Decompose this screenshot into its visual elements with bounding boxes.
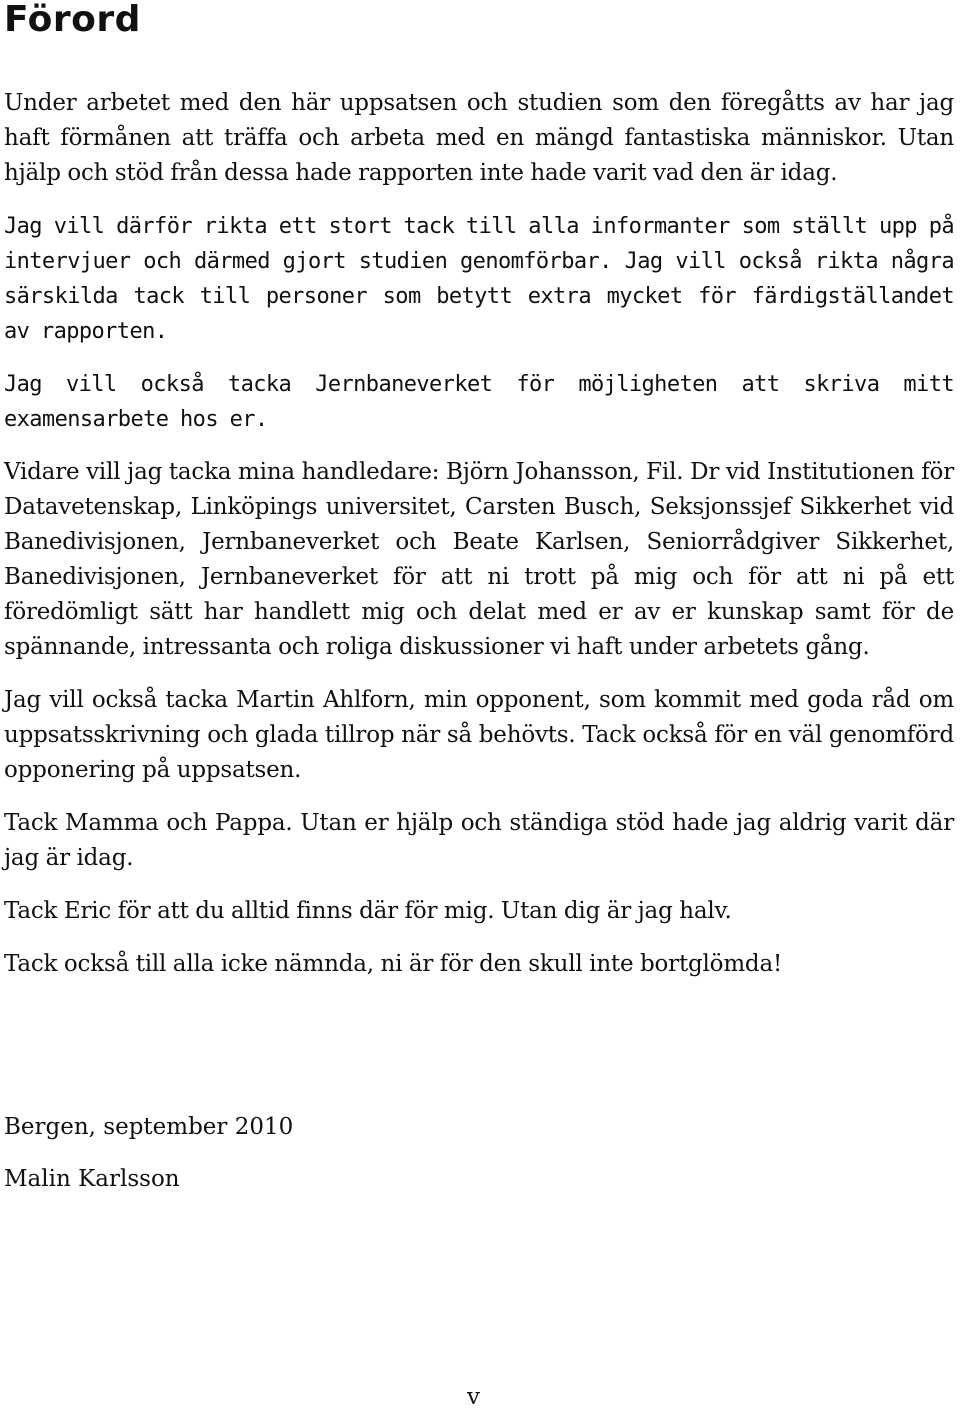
paragraph-others: Tack också till alla icke nämnda, ni är för den skull inte bortglömda!	[4, 951, 783, 977]
preface-body	[4, 86, 954, 1000]
signature-block	[4, 1110, 293, 1214]
signature-place-date: Bergen, september 2010	[4, 1114, 294, 1140]
paragraph-opponent: Jag vill också tacka Martin Ahlforn, min opponent, som kommit med goda råd om uppsatsskrivning och glada tillrop när så behövts. Tack också för en väl genomförd opponering på uppsatsen.	[4, 687, 954, 783]
paragraph-intro: Under arbetet med den här uppsatsen och studien som den föregåtts av har jag haft förmånen att träffa och arbeta med en mängd fantastiska människor. Utan hjälp och stöd från dessa hade rapporten inte hade varit vad den är idag.	[4, 90, 954, 186]
signature-author: Malin Karlsson	[4, 1166, 180, 1192]
page-number: v	[467, 1384, 480, 1410]
page-title: Förord	[4, 0, 141, 40]
paragraph-informants: Jag vill därför rikta ett stort tack till alla informanter som ställt upp på intervjuer och därmed gjort studien genomförbar. Jag vill också rikta några särskilda tack till personer som betytt extra mycket för färdigställandet av rapporten.	[4, 214, 954, 344]
paragraph-eric: Tack Eric för att du alltid finns där för mig. Utan dig är jag halv.	[4, 898, 732, 924]
paragraph-jernbaneverket: Jag vill också tacka Jernbaneverket för möjligheten att skriva mitt examensarbete hos er.	[4, 372, 954, 432]
paragraph-supervisors: Vidare vill jag tacka mina handledare: Björn Johansson, Fil. Dr vid Institutionen för Datavetenskap, Linköpings universitet, Carsten Busch, Seksjonssjef Sikkerhet vid Banedivisjonen, Jernbaneverket och Beate Karlsen, Seniorrådgiver Sikkerhet, Banedivisjonen, Jernbaneverket för att ni trott på mig och för att ni på ett föredömligt sätt har handlett mig och delat med er av er kunskap samt för de spännande, intressanta och roliga diskussioner vi haft under arbetets gång.	[4, 459, 954, 660]
paragraph-parents: Tack Mamma och Pappa. Utan er hjälp och ständiga stöd hade jag aldrig varit där jag är idag.	[4, 810, 954, 871]
